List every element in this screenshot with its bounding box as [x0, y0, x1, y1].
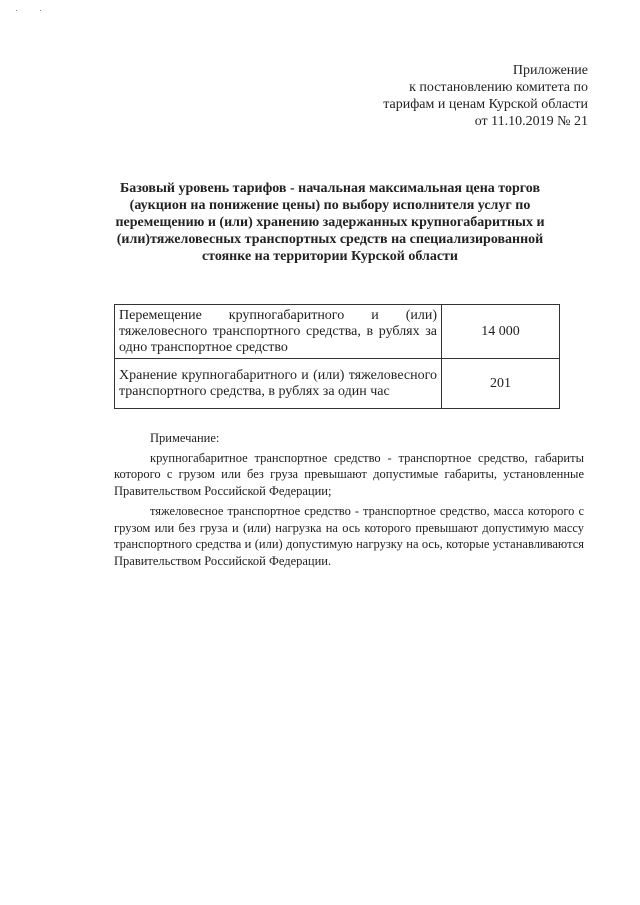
tariff-value-cell: 14 000: [442, 305, 560, 359]
note-section: [114, 430, 584, 573]
tariff-table: [114, 304, 560, 409]
tariff-value-cell: 201: [442, 359, 560, 409]
service-name-cell: Хранение крупногабаритного и (или) тяжеловесного транспортного средства, в рублях за один час: [115, 359, 442, 409]
appendix-line-4: от 11.10.2019 № 21: [474, 114, 588, 129]
appendix-header: [328, 62, 588, 130]
appendix-line-1: Приложение: [512, 63, 588, 78]
note-paragraph: тяжеловесное транспортное средство - транспортное средство, масса которого с грузом или без груза и (или) нагрузка на ось которого превышают допустимую массу транспортного средства и (или) допустимую нагрузку на ось, которые устанавливаются Правительством Российской Федерации.: [114, 504, 584, 568]
appendix-line-2: к постановлению комитета по: [409, 80, 588, 95]
service-name-cell: Перемещение крупногабаритного и (или) тяжеловесного транспортного средства, в рублях за одно транспортное средство: [115, 305, 442, 359]
table-row: [115, 359, 560, 409]
note-paragraph: крупногабаритное транспортное средство - транспортное средство, габариты которого с грузом или без груза превышают допустимые габариты, установленные Правительством Российской Федерации;: [114, 450, 584, 498]
scan-speck: [40, 10, 41, 11]
document-title: Базовый уровень тарифов - начальная максимальная цена торгов (аукцион на понижение цены) по выбору исполнителя услуг по перемещению и (или) хранению задержанных крупногабаритных и (или)тяжеловесных транспортных средств на специализированной стоянке на территории Курской области: [115, 181, 545, 264]
note-title: Примечание:: [150, 431, 220, 445]
appendix-line-3: тарифам и ценам Курской области: [383, 97, 588, 112]
scan-speck: [16, 10, 17, 11]
table-row: [115, 305, 560, 359]
